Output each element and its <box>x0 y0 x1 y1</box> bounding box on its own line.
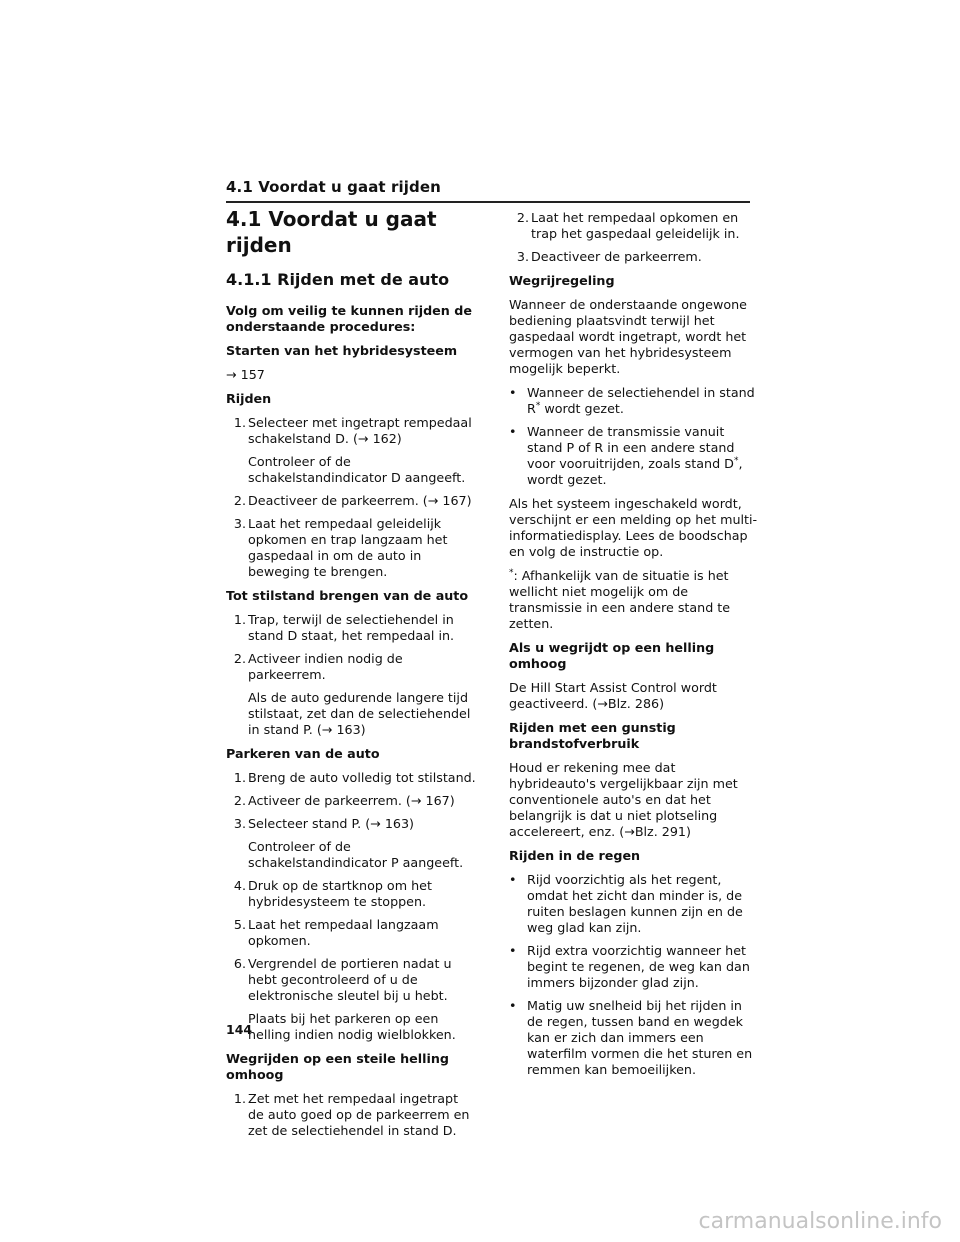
bullet: • <box>509 872 517 887</box>
step-text: Vergrendel de portieren nadat u hebt gecontroleerd of u de elektronische sleutel bij u hebt. <box>248 956 452 1003</box>
step-text: Druk op de startknop om het hybridesysteem te stoppen. <box>248 878 432 909</box>
subsection-heading: 4.1.1 Rijden met de auto <box>226 270 450 289</box>
step-note: Plaats bij het parkeren op een helling indien nodig wielblokken. <box>248 1011 456 1042</box>
step-text: Deactiveer de parkeerrem. (→ 167) <box>248 493 472 508</box>
list-item: • Wanneer de transmissie vanuit stand P of R in een andere stand voor vooruitrijden, zoals stand D*, wordt gezet. <box>509 424 743 487</box>
uphill-heading: Als u wegrijdt op een helling omhoog <box>509 640 715 671</box>
list-item <box>230 415 476 486</box>
start-ref: → 157 <box>226 367 265 382</box>
step-number: 2. <box>516 210 529 225</box>
step-number: 2. <box>233 651 246 666</box>
left-column <box>226 206 476 1147</box>
list-item <box>230 816 476 871</box>
list-item <box>230 612 476 644</box>
step-number: 1. <box>233 415 246 430</box>
start-heading: Starten van het hybridesysteem <box>226 343 458 358</box>
right-column <box>509 210 759 1086</box>
step-number: 4. <box>233 878 246 893</box>
step-text: Zet met het rempedaal ingetrapt de auto goed op de parkeerrem en zet de selectiehendel in stand D. <box>248 1091 470 1138</box>
watermark: carmanualsonline.info <box>698 1209 942 1234</box>
reg-heading: Wegrijregeling <box>509 273 615 288</box>
eco-heading: Rijden met een gunstig brandstofverbruik <box>509 720 676 751</box>
step-text: Activeer indien nodig de parkeerrem. <box>248 651 403 682</box>
step-text: Laat het rempedaal opkomen en trap het gaspedaal geleidelijk in. <box>531 210 740 241</box>
section-heading: 4.1 Voordat u gaat rijden <box>226 207 437 257</box>
step-number: 5. <box>233 917 246 932</box>
bullet: • <box>509 943 517 958</box>
step-note: Controleer of de schakelstandindicator D aangeeft. <box>248 454 466 485</box>
list-item <box>230 1091 476 1139</box>
stop-steps <box>226 612 476 738</box>
uphill-text: De Hill Start Assist Control wordt geactiveerd. (→Blz. 286) <box>509 680 717 711</box>
list-item: • Wanneer de selectiehendel in stand R* wordt gezet. <box>509 385 755 416</box>
rijden-heading: Rijden <box>226 391 272 406</box>
eco-text: Houd er rekening mee dat hybrideauto's vergelijkbaar zijn met conventionele auto's en dat het belangrijk is dat u niet plotseling accelereert, enz. (→Blz. 291) <box>509 760 738 839</box>
reg-bullets <box>509 385 759 488</box>
step-text: Deactiveer de parkeerrem. <box>531 249 702 264</box>
step-text: Activeer de parkeerrem. (→ 167) <box>248 793 455 808</box>
park-steps <box>226 770 476 1043</box>
step-number: 3. <box>233 516 246 531</box>
list-item <box>230 956 476 1043</box>
list-item <box>230 770 476 786</box>
step-number: 1. <box>233 1091 246 1106</box>
list-item <box>230 917 476 949</box>
rain-bullets <box>509 872 759 1078</box>
header-rule <box>226 201 750 203</box>
step-text: Breng de auto volledig tot stilstand. <box>248 770 476 785</box>
hill-steps <box>226 1091 476 1139</box>
step-note: Controleer of de schakelstandindicator P aangeeft. <box>248 839 464 870</box>
list-item: • Matig uw snelheid bij het rijden in de regen, tussen band en wegdek kan er zich dan immers een waterfilm vormen die het sturen en remmen kan bemoeilijken. <box>509 998 753 1077</box>
step-text: Trap, terwijl de selectiehendel in stand D staat, het rempedaal in. <box>248 612 455 643</box>
list-item <box>513 210 759 242</box>
step-text: Laat het rempedaal langzaam opkomen. <box>248 917 439 948</box>
list-item <box>513 249 759 265</box>
step-number: 1. <box>233 612 246 627</box>
page-number: 144 <box>226 1022 253 1037</box>
list-item <box>230 493 476 509</box>
running-header <box>226 178 750 203</box>
step-number: 1. <box>233 770 246 785</box>
intro-text: Volg om veilig te kunnen rijden de onderstaande procedures: <box>226 303 472 334</box>
footnote: *: Afhankelijk van de situatie is het wellicht niet mogelijk om de transmissie in een andere stand te zetten. <box>509 567 731 631</box>
list-item: • Rijd extra voorzichtig wanneer het begint te regenen, de weg kan dan immers bijzonder glad zijn. <box>509 943 750 990</box>
rain-heading: Rijden in de regen <box>509 848 641 863</box>
reg-text: Wanneer de onderstaande ongewone bediening plaatsvindt terwijl het gaspedaal wordt ingetrapt, wordt het vermogen van het hybridesysteem mogelijk beperkt. <box>509 297 747 376</box>
hill-heading: Wegrijden op een steile helling omhoog <box>226 1051 449 1082</box>
park-heading: Parkeren van de auto <box>226 746 380 761</box>
list-item <box>230 878 476 910</box>
step-number: 3. <box>233 816 246 831</box>
bullet: • <box>509 998 517 1013</box>
hill-steps-continued <box>509 210 759 265</box>
stop-heading: Tot stilstand brengen van de auto <box>226 588 469 603</box>
step-text: Laat het rempedaal geleidelijk opkomen en trap langzaam het gaspedaal in om de auto in beweging te brengen. <box>248 516 448 579</box>
header-title: 4.1 Voordat u gaat rijden <box>226 178 441 196</box>
list-item <box>230 516 476 580</box>
bullet: • <box>509 385 517 400</box>
list-item <box>230 793 476 809</box>
step-text: Selecteer stand P. (→ 163) <box>248 816 415 831</box>
list-item <box>230 651 476 738</box>
reg-message: Als het systeem ingeschakeld wordt, verschijnt er een melding op het multi-informatiedisplay. Lees de boodschap en volg de instructie op. <box>509 496 758 559</box>
step-text: Selecteer met ingetrapt rempedaal schakelstand D. (→ 162) <box>248 415 472 446</box>
step-number: 2. <box>233 493 246 508</box>
step-number: 3. <box>516 249 529 264</box>
step-number: 6. <box>233 956 246 971</box>
rijden-steps <box>226 415 476 580</box>
bullet: • <box>509 424 517 439</box>
list-item: • Rijd voorzichtig als het regent, omdat het zicht dan minder is, de ruiten beslagen kunnen zijn en de weg glad kan zijn. <box>509 872 743 935</box>
step-number: 2. <box>233 793 246 808</box>
step-note: Als de auto gedurende langere tijd stilstaat, zet dan de selectiehendel in stand P. (→ 163) <box>248 690 471 737</box>
